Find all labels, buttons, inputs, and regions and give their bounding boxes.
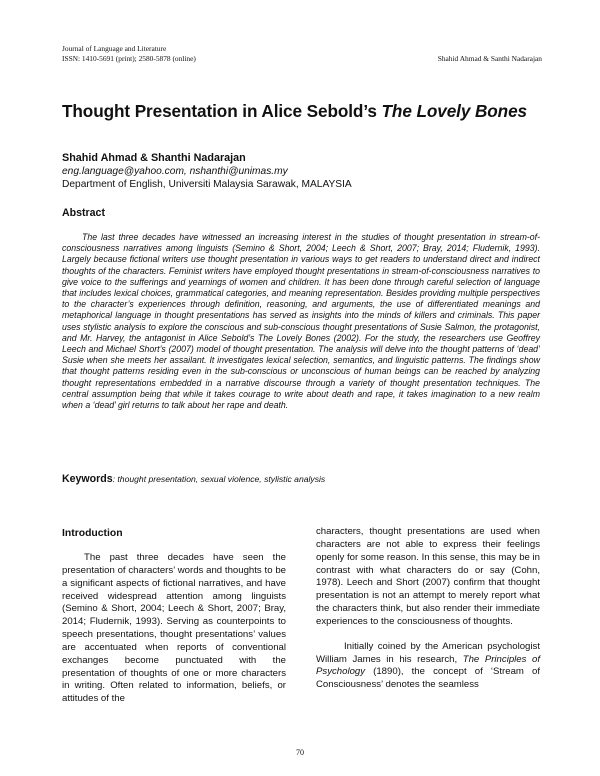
title-main: Thought Presentation in Alice Sebold’s (62, 101, 382, 121)
author-emails: eng.language@yahoo.com, nshanthi@unimas.my (62, 166, 288, 177)
abstract-heading: Abstract (62, 207, 105, 219)
article-title (62, 101, 527, 122)
running-head-authors: Shahid Ahmad & Santhi Nadarajan (437, 53, 542, 63)
p2-book-title: The Principles of Psychology (316, 653, 540, 678)
keywords-values: : thought presentation, sexual violence, stylistic analysis (112, 474, 326, 484)
page-number: 70 (296, 748, 304, 757)
abstract-text: The last three decades have witnessed an increasing interest in the studies of thought presentation in stream-of-consciousness narratives among linguists (Semino & Short, 2004; Leech & Short, 2007; Bray, 2014; Fludernik, 1993). Largely because fictional writers use thought presentation in various ways to get readers to understand direct and indirect thoughts of the characters. Feminist writers have employed thought presentations in stream-of-consciousness narratives to give voice to the sufferings and yearnings of women and children. It has been done through careful selection of language that includes lexical choices, grammatical categories, and meaning representation. Besides providing multiple perspectives to the character’s experiences through definition, reasoning, and arguments, the use of differentiated meanings and metaphorical language in thought presentations has served as insights into the minds of killers and criminals. This paper uses stylistic analysis to explore the conscious and sub-conscious thought presentations of Susie Salmon, the protagonist, and Mr. Harvey, the antagonist in Alice Sebold’s The Lovely Bones (2002). For the study, the researchers use Geoffrey Leech and Michael Short’s (2007) model of thought presentation. The analysis will delve into the thought patterns of ‘dead’ Susie when she meets her assailant. It investigates lexical selection, semantics, and linguistic patterns. The findings show that thought patterns residing even in the sub-conscious or unconscious of human beings can be reached by analyzing thought representations embedded in a narrative discourse through a variety of thought presentation techniques. The central assumption being that while it takes courage to write about death and rape, it takes imagination to a new realm when a ‘dead’ girl returns to talk about her rape and death. (62, 232, 540, 411)
author-names: Shahid Ahmad & Shanthi Nadarajan (62, 152, 246, 164)
keywords-label: Keywords (62, 473, 113, 485)
p2-text-a: Initially coined by the American psychologist William James in his research, (316, 640, 540, 665)
intro-paragraph-1-cont: characters, thought presentations are used when characters are not able to express their feelings openly for some reason. In this sense, this may be in contrast with what characters do or say (Cohn, 1978). Leech and Short (2007) confirm that thought presentation is not an attempt to merely report what the characters think, but also render their immediate experiences to the consciousness of thoughts. (316, 526, 540, 627)
intro-paragraph-2 (316, 641, 540, 692)
journal-header (62, 44, 196, 63)
author-block (62, 152, 542, 191)
intro-right-column (316, 526, 540, 692)
author-affiliation: Department of English, Universiti Malaysia Sarawak, MALAYSIA (62, 179, 352, 190)
title-italic: The Lovely Bones (381, 101, 527, 121)
introduction-heading: Introduction (62, 528, 123, 539)
keywords-line (62, 473, 540, 485)
intro-paragraph-1: The past three decades have seen the presentation of characters’ words and thoughts to be a significant aspects of fictional narratives, and have received widespread attention among linguists (Semino & Short, 2004; Leech & Short, 2007; Bray, 2014; Fludernik, 1993). Serving as counterpoints to speech presentations, thought presentations’ values are accentuated when reports of conventional exchanges become punctuated with the presentation of thoughts of one or more characters in writing. Often related to information, beliefs, or attitudes of the (62, 552, 286, 705)
intro-left-column (62, 552, 286, 706)
journal-issn: ISSN: 1410-5691 (print); 2580-5878 (online) (62, 53, 196, 63)
journal-name: Journal of Language and Literature (62, 44, 167, 53)
p2-text-b: (1890), the concept of ‘Stream of Consciousness’ denotes the seamless (316, 666, 540, 691)
